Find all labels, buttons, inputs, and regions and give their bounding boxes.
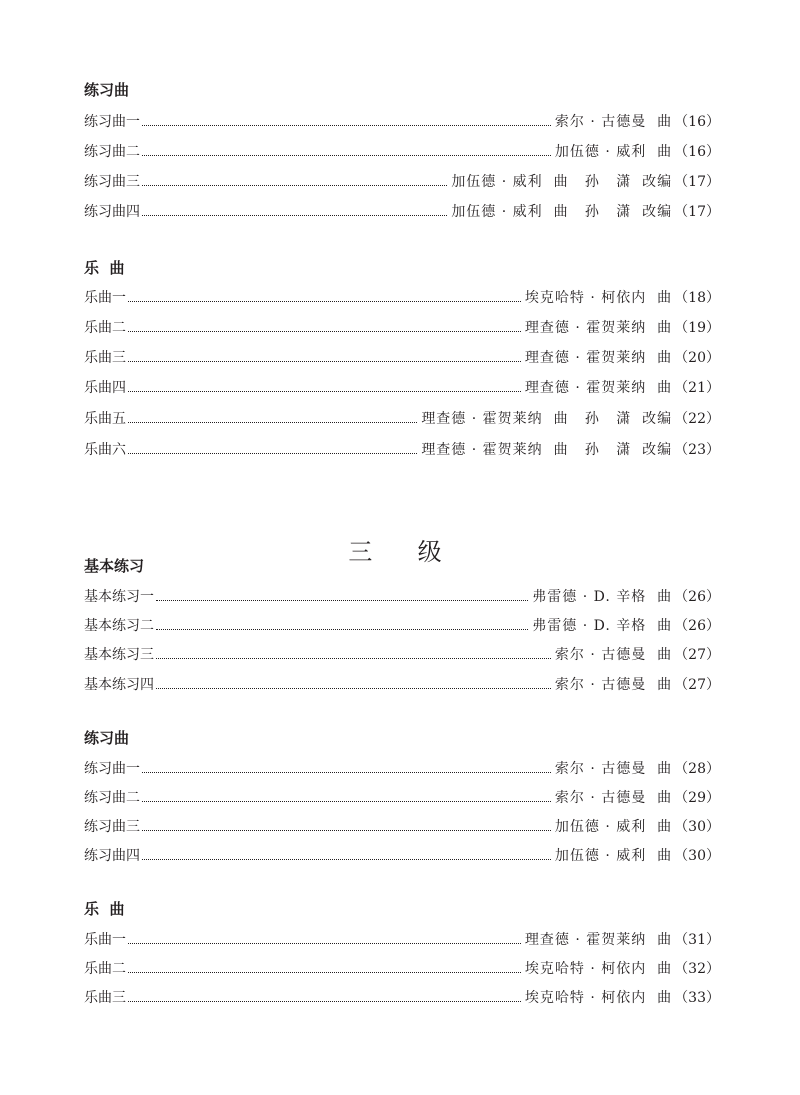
toc-entry-page-number: （21） [674,380,720,396]
toc-entry[interactable] [84,200,720,222]
toc-entry[interactable] [84,316,720,338]
toc-entry[interactable] [84,614,720,636]
toc-entry[interactable] [84,286,720,308]
grade-title: 三 级 [348,537,452,566]
toc-entry-title: 乐曲二 [84,961,126,977]
toc-entry-composer: 索尔 · 古德曼 曲 [554,647,673,663]
toc-entry-composer: 埃克哈特 · 柯依内 曲 [524,990,673,1006]
toc-entry-title: 练习曲三 [84,174,140,190]
dot-leader [156,629,528,630]
toc-entry-page-number: （22） [674,411,720,427]
toc-entry-page-number: （30） [674,819,720,835]
toc-entry-composer: 加伍德 · 威利 曲 孙 潇 改编 [451,174,673,190]
toc-entry-title: 基本练习四 [84,677,154,693]
toc-entry-composer: 加伍德 · 威利 曲 [554,848,673,864]
toc-entry-composer: 理查德 · 霍贺莱纳 曲 [524,380,673,396]
toc-entry[interactable] [84,844,720,866]
toc-entry-title: 乐曲三 [84,350,126,366]
toc-entry-title: 练习曲四 [84,204,140,220]
toc-entry-title: 练习曲一 [84,114,140,130]
toc-entry-composer: 加伍德 · 威利 曲 [554,819,673,835]
toc-entry-page-number: （18） [674,290,720,306]
dot-leader [128,972,521,973]
toc-entry[interactable] [84,438,720,460]
dot-leader [128,422,417,423]
toc-entry[interactable] [84,110,720,132]
toc-entry[interactable] [84,957,720,979]
toc-entry-page-number: （19） [674,320,720,336]
toc-entry-title: 基本练习二 [84,618,154,634]
toc-entry-title: 乐曲三 [84,990,126,1006]
toc-entry-composer: 理查德 · 霍贺莱纳 曲 [524,932,673,948]
dot-leader [142,830,551,831]
toc-entry[interactable] [84,585,720,607]
toc-entry-page-number: （31） [674,932,720,948]
dot-leader [128,331,521,332]
toc-entry-title: 乐曲二 [84,320,126,336]
section-heading-pieces: 乐 曲 [84,900,125,918]
dot-leader [128,361,521,362]
dot-leader [156,658,551,659]
toc-entry[interactable] [84,376,720,398]
toc-entry-title: 乐曲五 [84,411,126,427]
toc-entry[interactable] [84,346,720,368]
toc-entry-page-number: （16） [674,144,720,160]
toc-entry-title: 基本练习三 [84,647,154,663]
toc-entry-composer: 埃克哈特 · 柯依内 曲 [524,290,673,306]
toc-entry-title: 乐曲一 [84,290,126,306]
toc-entry-page-number: （26） [674,618,720,634]
dot-leader [142,215,447,216]
toc-entry[interactable] [84,140,720,162]
toc-entry-page-number: （30） [674,848,720,864]
toc-entry-title: 练习曲四 [84,848,140,864]
toc-entry-page-number: （28） [674,761,720,777]
dot-leader [128,391,521,392]
toc-entry[interactable] [84,928,720,950]
toc-entry-page-number: （17） [674,174,720,190]
toc-entry-composer: 弗雷德 · D. 辛格 曲 [532,589,673,605]
toc-entry-composer: 索尔 · 古德曼 曲 [554,790,673,806]
toc-entry-title: 基本练习一 [84,589,154,605]
toc-entry-title: 乐曲一 [84,932,126,948]
dot-leader [128,943,521,944]
dot-leader [142,801,551,802]
toc-entry[interactable] [84,673,720,695]
toc-entry[interactable] [84,815,720,837]
toc-entry-title: 练习曲二 [84,790,140,806]
toc-entry-composer: 索尔 · 古德曼 曲 [554,761,673,777]
toc-entry[interactable] [84,170,720,192]
toc-entry-page-number: （23） [674,442,720,458]
toc-entry-composer: 加伍德 · 威利 曲 孙 潇 改编 [451,204,673,220]
dot-leader [128,301,521,302]
toc-entry-composer: 弗雷德 · D. 辛格 曲 [532,618,673,634]
section-heading-pieces: 乐 曲 [84,259,125,277]
toc-entry-composer: 理查德 · 霍贺莱纳 曲 孙 潇 改编 [421,442,673,458]
section-heading-etudes: 练习曲 [84,81,130,99]
toc-entry-title: 乐曲六 [84,442,126,458]
toc-entry-composer: 理查德 · 霍贺莱纳 曲 [524,320,673,336]
toc-entry-composer: 理查德 · 霍贺莱纳 曲 [524,350,673,366]
toc-entry-composer: 理查德 · 霍贺莱纳 曲 孙 潇 改编 [421,411,673,427]
toc-entry-composer: 索尔 · 古德曼 曲 [554,677,673,693]
toc-entry-composer: 加伍德 · 威利 曲 [554,144,673,160]
dot-leader [142,185,447,186]
toc-entry-title: 练习曲三 [84,819,140,835]
dot-leader [128,453,417,454]
toc-entry-page-number: （27） [674,647,720,663]
toc-entry-title: 练习曲一 [84,761,140,777]
dot-leader [156,688,551,689]
toc-entry-composer: 索尔 · 古德曼 曲 [554,114,673,130]
toc-entry[interactable] [84,757,720,779]
dot-leader [142,155,551,156]
toc-entry-page-number: （17） [674,204,720,220]
toc-entry-page-number: （27） [674,677,720,693]
toc-entry-composer: 埃克哈特 · 柯依内 曲 [524,961,673,977]
toc-entry-page-number: （32） [674,961,720,977]
toc-entry-page-number: （29） [674,790,720,806]
dot-leader [128,1001,521,1002]
toc-entry-page-number: （16） [674,114,720,130]
toc-entry-page-number: （20） [674,350,720,366]
toc-entry-page-number: （33） [674,990,720,1006]
dot-leader [142,125,551,126]
dot-leader [142,772,551,773]
toc-entry[interactable] [84,407,720,429]
toc-entry[interactable] [84,643,720,665]
toc-entry-page-number: （26） [674,589,720,605]
toc-entry-title: 乐曲四 [84,380,126,396]
toc-entry[interactable] [84,986,720,1008]
dot-leader [142,859,551,860]
dot-leader [156,600,528,601]
section-heading-etudes: 练习曲 [84,729,130,747]
toc-entry[interactable] [84,786,720,808]
section-heading-basic-exercises: 基本练习 [84,557,145,575]
toc-entry-title: 练习曲二 [84,144,140,160]
